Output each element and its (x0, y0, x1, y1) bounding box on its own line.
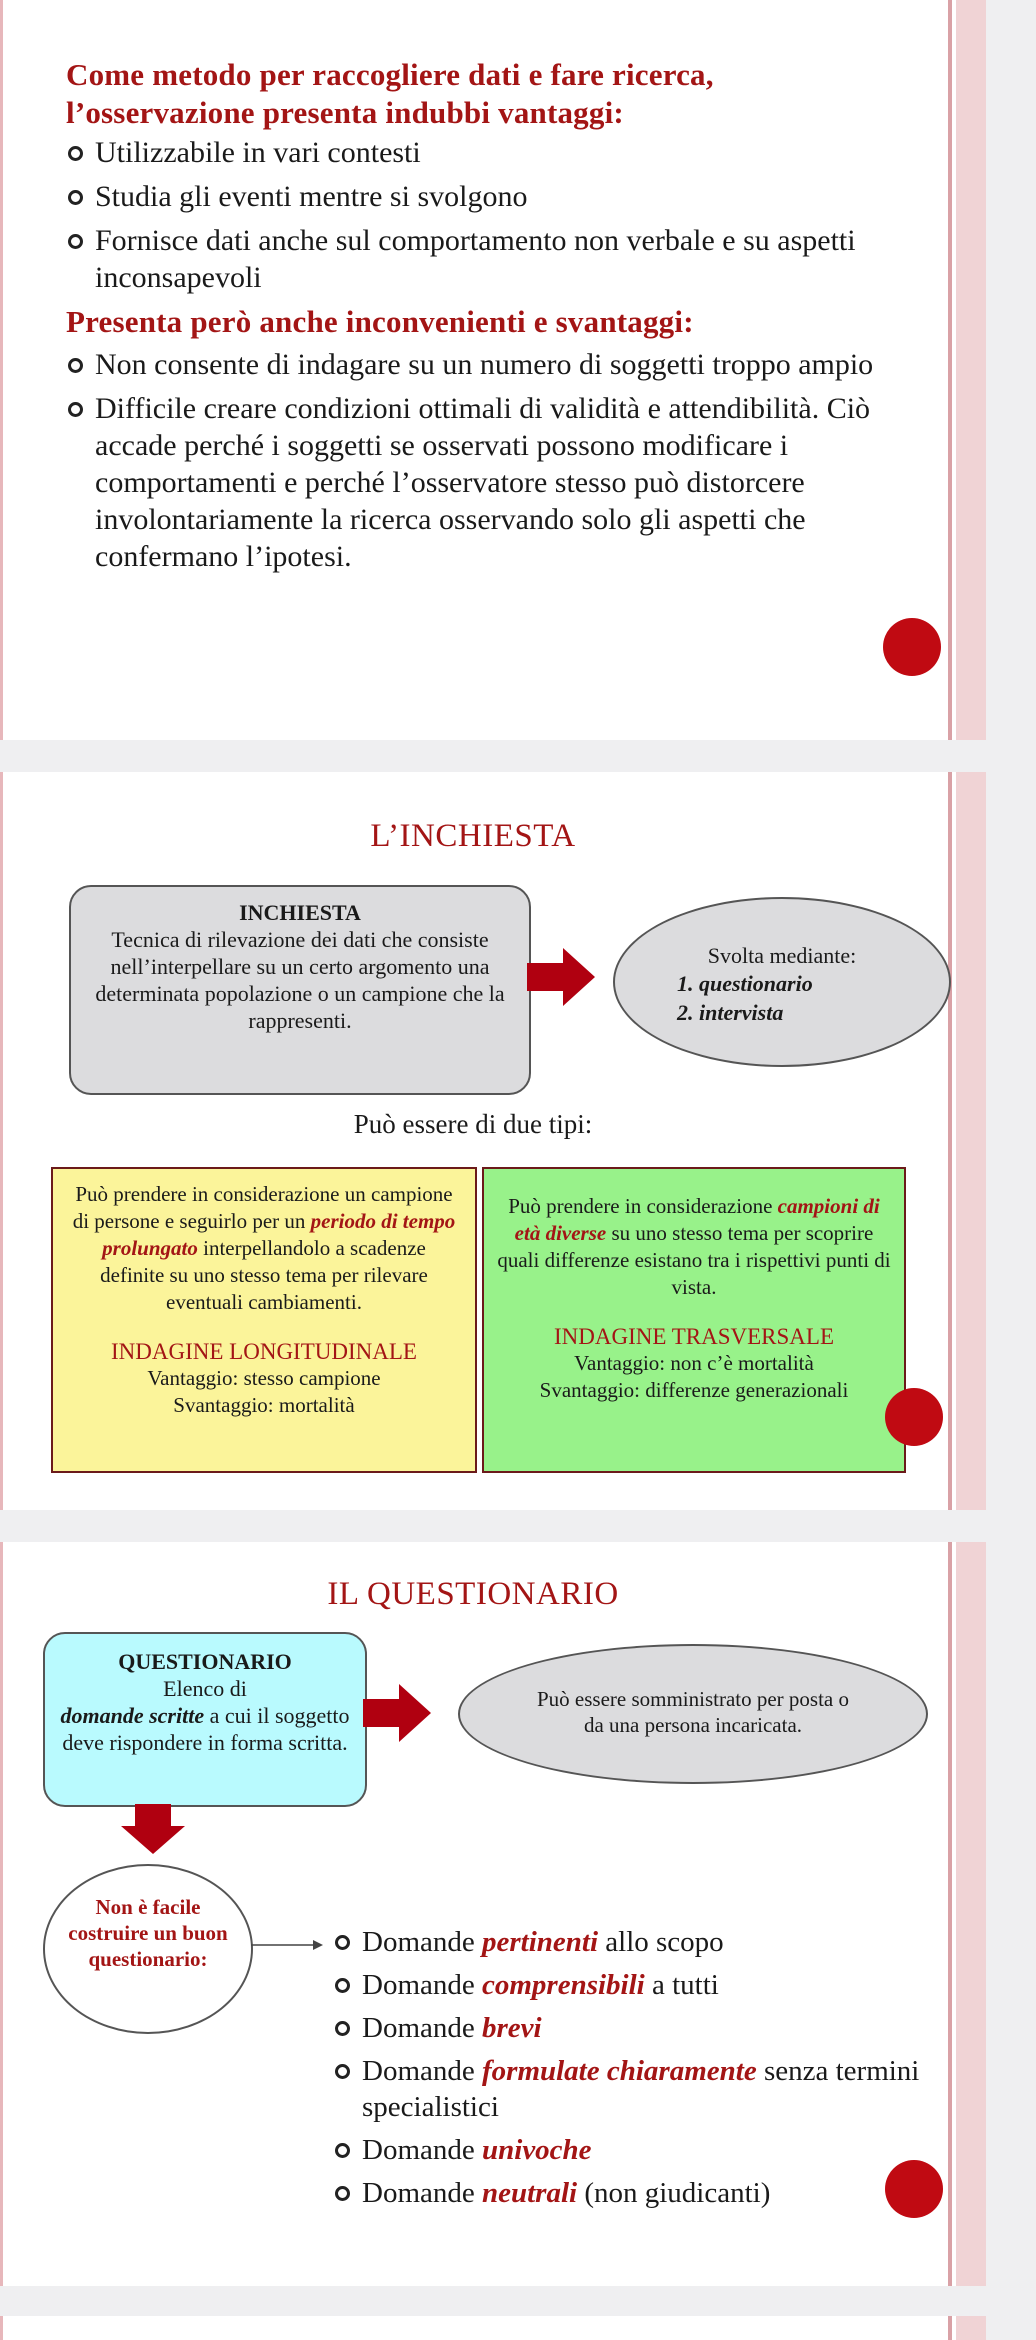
slide-dot (883, 618, 941, 676)
transversal-box (482, 1167, 906, 1473)
slide-title: L’INCHIESTA (370, 818, 576, 854)
longitudinal-box (51, 1167, 477, 1473)
box-title: INCHIESTA (239, 900, 361, 925)
next-slide-edge (0, 2316, 986, 2340)
advantages-list (66, 134, 926, 296)
disadvantages-heading: Presenta però anche inconvenienti e svantaggi: (66, 304, 694, 339)
box-text: Tecnica di rilevazione dei dati che consiste nell’interpellare su un certo argomento una determinata popolazione o un campione che la rappresenti. (95, 927, 505, 1033)
list-item: Domande comprensibili a tutti (333, 1967, 933, 2003)
decorative-stripes (940, 1542, 986, 2286)
decorative-stripes (940, 0, 986, 740)
decorative-stripes (940, 772, 986, 1510)
box-text: Elenco di (163, 1676, 247, 1701)
list-item: Difficile creare condizioni ottimali di validità e attendibilità. Ciò accade perché i soggetti se osservati possono modificare i comportamenti e perché l’osservatore stesso può distorcere involontariamente la ricerca osservando solo gli aspetti che confermano l’ipotesi. (66, 390, 926, 575)
box-text-rest: domande scritte a cui il soggetto deve rispondere in forma scritta. (60, 1703, 350, 1755)
arrow-down-icon (121, 1804, 185, 1854)
slide-observation (0, 0, 986, 740)
transversal-disadvantage: Svantaggio: differenze generazionali (539, 1378, 849, 1402)
method-item: 2. intervista (677, 1000, 784, 1025)
list-item: Utilizzabile in vari contesti (66, 134, 926, 171)
slide-title: IL QUESTIONARIO (327, 1576, 619, 1612)
not-easy-circle: Non è facile costruire un buon questionario: (43, 1864, 253, 2034)
longitudinal-name: INDAGINE LONGITUDINALE (111, 1339, 417, 1364)
box-title: QUESTIONARIO (118, 1649, 292, 1674)
ellipse-title: Svolta mediante: (707, 943, 857, 968)
longitudinal-advantage: Vantaggio: stesso campione (147, 1366, 381, 1390)
decorative-stripes (940, 2316, 986, 2340)
connector-arrow-icon (251, 1938, 323, 1952)
method-item: 1. questionario (677, 971, 813, 996)
transversal-advantage: Vantaggio: non c’è mortalità (574, 1351, 814, 1375)
list-item: Studia gli eventi mentre si svolgono (66, 178, 926, 215)
list-item: Fornisce dati anche sul comportamento non verbale e su aspetti inconsapevoli (66, 222, 926, 296)
longitudinal-disadvantage: Svantaggio: mortalità (173, 1393, 355, 1417)
slide-questionario (0, 1542, 986, 2286)
requirements-list (333, 1924, 933, 2218)
list-item: Domande pertinenti allo scopo (333, 1924, 933, 1960)
methods-ellipse (613, 897, 951, 1067)
list-item: Domande univoche (333, 2132, 933, 2168)
longitudinal-description: Può prendere in considerazione un campione di persone e seguirlo per un periodo di tempo prolungato interpellandolo a scadenze definite su uno stesso tema per rilevare eventuali cambiamenti. (72, 1182, 456, 1314)
list-item: Domande formulate chiaramente senza termini specialistici (333, 2053, 933, 2125)
list-item: Non consente di indagare su un numero di soggetti troppo ampio (66, 346, 926, 383)
list-item: Domande neutrali (non giudicanti) (333, 2175, 933, 2211)
list-item: Domande brevi (333, 2010, 933, 2046)
slide-dot (885, 2160, 943, 2218)
slide-inchiesta (0, 772, 986, 1510)
transversal-name: INDAGINE TRASVERSALE (553, 1324, 835, 1349)
arrow-right-icon (527, 948, 595, 1006)
advantages-heading: Come metodo per raccogliere dati e fare ricerca, l’osservazione presenta indubbi vantaggi: (66, 57, 714, 130)
questionario-definition-box (43, 1632, 367, 1807)
arrow-right-icon (363, 1684, 431, 1742)
transversal-description: Può prendere in considerazione campioni di età diverse su uno stesso tema per scoprire quali differenze esistano tra i rispettivi punti di vista. (497, 1194, 891, 1299)
two-types-label: Può essere di due tipi: (353, 1109, 593, 1139)
inchiesta-definition-box (69, 885, 531, 1095)
administration-ellipse: Può essere somministrato per posta o da una persona incaricata. (458, 1644, 928, 1784)
slide-dot (885, 1388, 943, 1446)
disadvantages-list (66, 346, 926, 582)
